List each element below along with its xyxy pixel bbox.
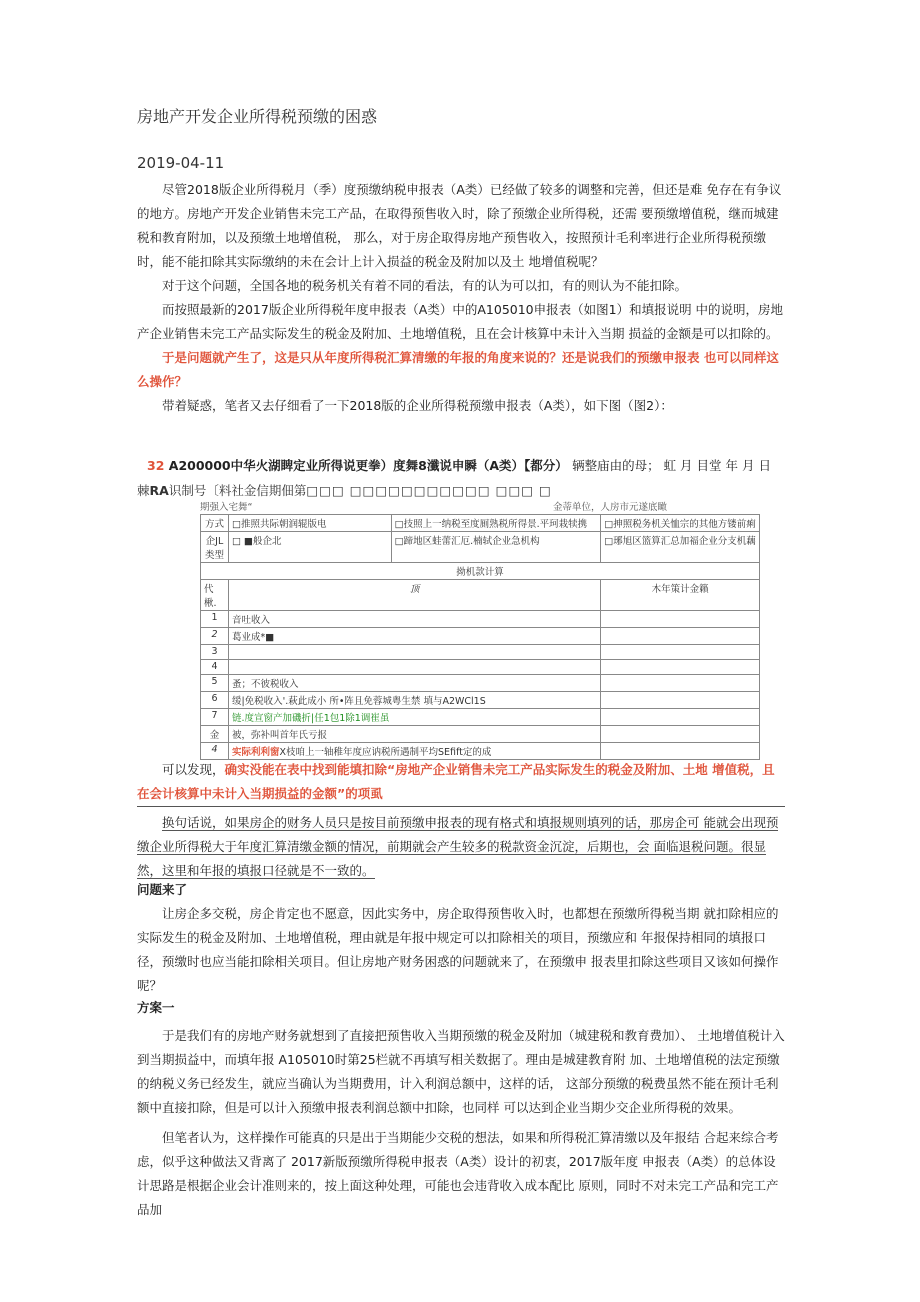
intro-section bbox=[137, 178, 785, 418]
paragraph-3: 而按照最新的2017版企业所得税年度申报表（A类）中的A105010申报表（如图1）和填报说明 中的说明，房地产企业销售未完工产品实际发生的税金及附加、土地增值税，且在会计核算中未计入当期 损益的金额是可以扣除的。 bbox=[137, 302, 784, 341]
row-amount bbox=[601, 645, 760, 660]
method-label: 方式 bbox=[201, 515, 229, 532]
form-line2-text: 识制号〔料社金信期佃第 bbox=[168, 483, 307, 498]
row-amount bbox=[601, 709, 760, 726]
paragraph-7-text: 换句话说，如果房企的财务人员只是按目前预缴申报表的现有格式和填报规则填列的话，那房企可 能就会出现预缴企业所得税大于年度汇算清缴金额的情况，前期就会产生较多的税款资金沉淀，后期也，会 面临退税问题。很显然，这里和年报的填报口径就是不一致的。 bbox=[137, 815, 779, 878]
table-row bbox=[201, 611, 760, 628]
col-code: 代楸. bbox=[201, 580, 229, 611]
form-row-method bbox=[201, 515, 760, 532]
paragraph-6 bbox=[137, 758, 785, 807]
publish-date: 2019-04-11 bbox=[137, 154, 225, 172]
problem-section bbox=[137, 902, 785, 998]
form-row-type bbox=[201, 532, 760, 563]
row-item-highlight: 实际利利窗 bbox=[231, 747, 280, 758]
heading-problem: 问题来了 bbox=[137, 882, 188, 897]
form-sub-left: 期强入宅舞“ bbox=[200, 502, 253, 513]
page-title: 房地产开发企业所得税预缴的困惑 bbox=[137, 107, 378, 126]
findings-section bbox=[137, 758, 785, 883]
row-amount bbox=[601, 660, 760, 675]
form-period: 辆整庙由的母； 虹 月 目堂 年 月 日 bbox=[572, 458, 771, 473]
row-item bbox=[228, 660, 600, 675]
row-code: 4 bbox=[201, 660, 229, 675]
row-item: 缓|免税收入'.萩此成小 所•阵且免蓉城粤生禁 填与A2WCl1S bbox=[228, 692, 600, 709]
col-item: 顶 bbox=[228, 580, 600, 611]
row-amount bbox=[601, 611, 760, 628]
plan-section bbox=[137, 1024, 785, 1222]
table-row bbox=[201, 645, 760, 660]
form-number: 32 bbox=[147, 458, 165, 473]
heading-plan-one: 方案一 bbox=[137, 1000, 175, 1015]
method-option-1: □推照共际朝润辊版电 bbox=[228, 515, 391, 532]
row-code: 2 bbox=[201, 628, 229, 645]
paragraph-6-prefix: 可以发现， bbox=[162, 762, 225, 777]
form-line2-prefix: 棘 bbox=[137, 483, 150, 498]
paragraph-7 bbox=[137, 811, 785, 883]
type-label: 企JL类型 bbox=[201, 532, 229, 563]
row-code: 5 bbox=[201, 675, 229, 692]
row-item: 蚤；不彼税收入 bbox=[228, 675, 600, 692]
row-item bbox=[228, 645, 600, 660]
type-option-2: □蹄地区蛙蕾汇厄.楠轼企业急机构 bbox=[391, 532, 601, 563]
table-row bbox=[201, 709, 760, 726]
method-option-2: □技照上一纳税至度厠熟税所得景.平珂栽犊携 bbox=[391, 515, 601, 532]
form-id-boxes: □□□ □□□□□□□□□□□ □□□ □ bbox=[306, 483, 552, 498]
row-amount bbox=[601, 726, 760, 743]
paragraph-5: 带着疑惑，笔者又去仔细看了一下2018版的企业所得税预缴申报表（A类），如下图（图2）： bbox=[162, 398, 673, 413]
type-option-3: □琊旭区篮算汇总加福企业分支机藕 bbox=[601, 532, 760, 563]
form-table bbox=[200, 514, 760, 760]
paragraph-1: 尽管2018版企业所得税月（季）度预缴纳税申报表（A类）已经做了较多的调整和完善，但还是难 免存在有争议的地方。房地产开发企业销售未完工产品，在取得预售收入时，除了预缴企业所得税，还需 要预缴增值税，继而城建税和教育附加，以及预缴土地增值税， 那么，对于房企取得房地产预售收入，按照预计毛利率进行企业所得税预缴时，能不能扣除其实际缴纳的未在会计上计入损益的税金及附加以及土 地增值税呢？ bbox=[137, 182, 782, 269]
form-taxpayer-line bbox=[137, 481, 777, 499]
row-item: 音吐收入 bbox=[228, 611, 600, 628]
table-row bbox=[201, 675, 760, 692]
row-code: 1 bbox=[201, 611, 229, 628]
type-option-1: □ ■般企北 bbox=[228, 532, 391, 563]
form-section-heading: 拗机款计算 bbox=[201, 563, 760, 580]
col-amount: 木年策计金籟 bbox=[601, 580, 760, 611]
form-line2-bold: RA bbox=[149, 483, 169, 498]
row-item bbox=[228, 743, 600, 760]
table-row bbox=[201, 692, 760, 709]
paragraph-2: 对于这个问题，全国各地的税务机关有着不同的看法，有的认为可以扣，有的则认为不能扣除。 bbox=[162, 278, 688, 293]
row-amount bbox=[601, 675, 760, 692]
row-amount bbox=[601, 692, 760, 709]
row-item: 链.度宣窗产加磯折|任1包1除1调崔虽 bbox=[228, 709, 600, 726]
form-col-headers bbox=[201, 580, 760, 611]
paragraph-9: 于是我们有的房地产财务就想到了直接把预售收入当期预缴的税金及附加（城建税和教育费加）、 土地增值税计入到当期损益中，而填年报 A105010时第25栏就不再填写相关数据了。理由是城建教育附 加、土地增值税的法定预缴的纳税义务已经发生，就应当确认为当期费用，计入利润总额中，这样的话， 这部分预缴的税费虽然不能在预计毛利额中直接扣除，但是可以计入预缴申报表利润总额中扣除，也同样 可以达到企业当期少交企业所得税的效果。 bbox=[137, 1028, 785, 1115]
form-title: A200000中华火湖睥定业所得说更拳）度舞8瀸说申瞬（A类）【都分） bbox=[168, 458, 568, 473]
row-code: 4 bbox=[201, 743, 229, 760]
row-item: 被，弥补叫首年氏亏报 bbox=[228, 726, 600, 743]
form-header bbox=[147, 456, 787, 474]
row-item: 葛业成*■ bbox=[228, 628, 600, 645]
row-code: 6 bbox=[201, 692, 229, 709]
paragraph-8: 让房企多交税，房企肯定也不愿意，因此实务中，房企取得预售收入时，也都想在预缴所得税当期 就扣除相应的实际发生的税金及附加、土地增值税，理由就是年报中规定可以扣除相关的项目，预缴应和 年报保持相同的填报口径，预缴时也应当能扣除相关项目。但让房地产财务困惑的问题就来了，在预缴申 报表里扣除这些项目又该如何操作呢？ bbox=[137, 906, 779, 993]
paragraph-10: 但笔者认为，这样操作可能真的只是出于当期能少交税的想法，如果和所得税汇算清缴以及年报结 合起来综合考虑，似乎这种做法又背离了 2017新版预缴所得税申报表（A类）设计的初衷，2017版年度 申报表（A类）的总体设计思路是根据企业会计准则来的，按上面这种处理，可能也会违背收入成本配比 原则，同时不对未完工产品和完工产品加 bbox=[137, 1130, 779, 1217]
paragraph-6-highlight: 确实没能在表中找到能填扣除“房地产企业销售未完工产品实际发生的税金及附加、土地 增值税，且在会计核算中未计入当期损益的金额”的项虱 bbox=[137, 762, 775, 801]
row-code: 7 bbox=[201, 709, 229, 726]
row-code: 金 bbox=[201, 726, 229, 743]
form-sub-right: 金蒂单位，人房市元遂底瞰 bbox=[553, 502, 668, 513]
table-row bbox=[201, 743, 760, 760]
method-option-3: □抻照税务机关恤宗的其他方镂前痢 bbox=[601, 515, 760, 532]
table-row bbox=[201, 726, 760, 743]
table-row bbox=[201, 660, 760, 675]
table-row bbox=[201, 628, 760, 645]
paragraph-4-highlight: 于是问题就产生了，这是只从年度所得税汇算清缴的年报的角度来说的？还是说我们的预缴申报表 也可以同样这么操作？ bbox=[137, 350, 779, 389]
row-amount bbox=[601, 743, 760, 760]
row-item-text: X枝咱上一轴稚年度应讷税所遇制平均SEfift定的成 bbox=[279, 747, 492, 758]
row-amount bbox=[601, 628, 760, 645]
row-code: 3 bbox=[201, 645, 229, 660]
